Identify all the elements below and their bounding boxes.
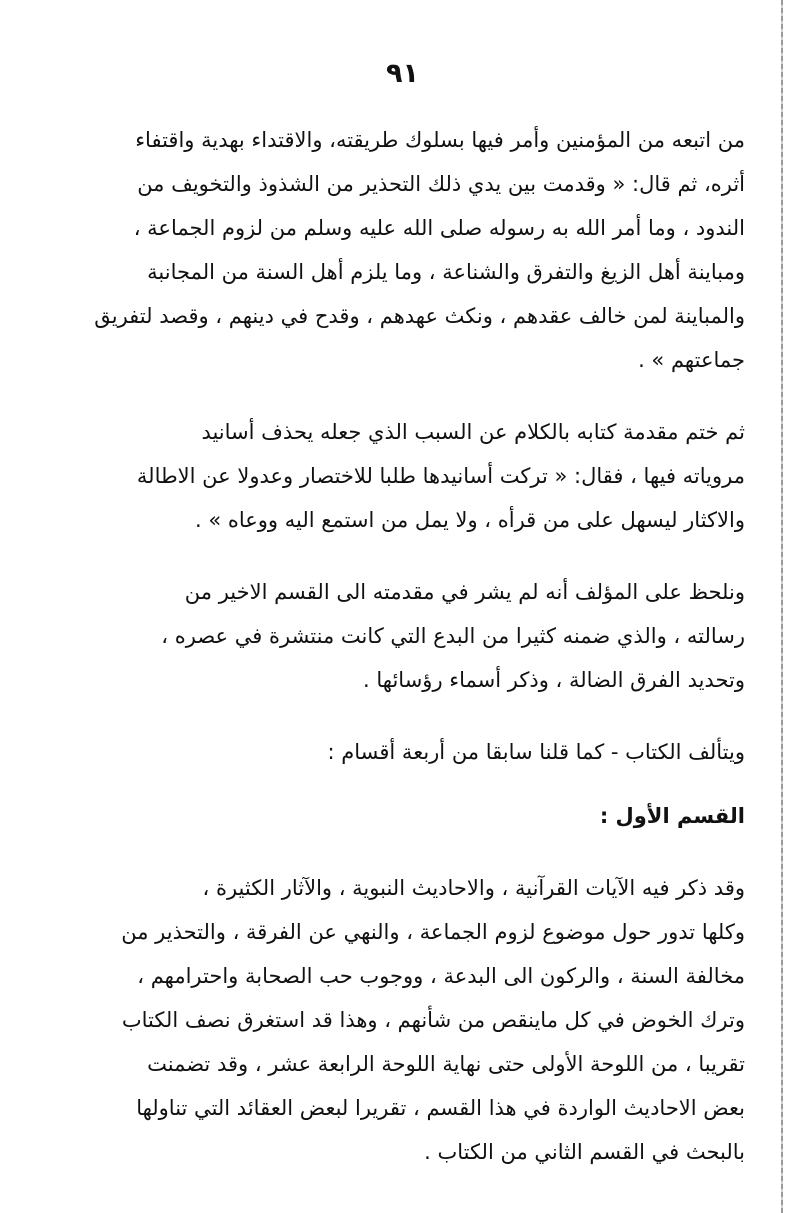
text-line: تقريبا ، من اللوحة الأولى حتى نهاية اللوحة الرابعة عشر ، وقد تضمنت xyxy=(147,1052,745,1076)
paragraph-1 xyxy=(65,118,745,382)
text-line: جماعتهم » . xyxy=(638,348,745,372)
paragraph-gap xyxy=(65,702,745,730)
paragraph-gap xyxy=(65,382,745,410)
paragraph-gap xyxy=(65,774,745,794)
text-line: ويتألف الكتاب - كما قلنا سابقا من أربعة أقسام : xyxy=(327,740,745,764)
text-line: مروياته فيها ، فقال: « تركت أسانيدها طلبا للاختصار وعدولا عن الاطالة xyxy=(136,464,745,488)
text-line: أثره، ثم قال: « وقدمت بين يدي ذلك التحذير من الشذوذ والتخويف من xyxy=(137,172,745,196)
page-edge-line xyxy=(781,0,783,1213)
paragraph-gap xyxy=(65,542,745,570)
text-line: مخالفة السنة ، والركون الى البدعة ، ووجوب حب الصحابة واحترامهم ، xyxy=(137,964,745,988)
text-line: بعض الاحاديث الواردة في هذا القسم ، تقريرا لبعض العقائد التي تناولها xyxy=(136,1096,745,1120)
text-line: ومباينة أهل الزيغ والتفرق والشناعة ، وما يلزم أهل السنة من المجانبة xyxy=(147,260,745,284)
text-line: وقد ذكر فيه الآيات القرآنية ، والاحاديث النبوية ، والآثار الكثيرة ، xyxy=(202,876,745,900)
text-line: وكلها تدور حول موضوع لزوم الجماعة ، والنهي عن الفرقة ، والتحذير من xyxy=(121,920,745,944)
text-line: ونلحظ على المؤلف أنه لم يشر في مقدمته الى القسم الاخير من xyxy=(184,580,745,604)
page-number: ٩١ xyxy=(386,58,419,89)
text-line: الندود ، وما أمر الله به رسوله صلى الله عليه وسلم من لزوم الجماعة ، xyxy=(133,216,745,240)
text-line: والمباينة لمن خالف عقدهم ، ونكث عهدهم ، وقدح في دينهم ، وقصد لتفريق xyxy=(94,304,745,328)
paragraph-3 xyxy=(65,570,745,702)
text-line: والاكثار ليسهل على من قرأه ، ولا يمل من استمع اليه ووعاه » . xyxy=(194,508,745,532)
section-heading: القسم الأول : xyxy=(599,804,745,828)
paragraph-4 xyxy=(65,730,745,774)
text-line: ثم ختم مقدمة كتابه بالكلام عن السبب الذي جعله يحذف أسانيد xyxy=(201,420,745,444)
text-line: رسالته ، والذي ضمنه كثيرا من البدع التي كانت منتشرة في عصره ، xyxy=(161,624,745,648)
text-line: وتحديد الفرق الضالة ، وذكر أسماء رؤسائها . xyxy=(363,668,745,692)
paragraph-gap xyxy=(65,838,745,866)
text-line: وترك الخوض في كل ماينقص من شأنهم ، وهذا قد استغرق نصف الكتاب xyxy=(121,1008,745,1032)
text-line: بالبحث في القسم الثاني من الكتاب . xyxy=(424,1140,745,1164)
text-line: من اتبعه من المؤمنين وأمر فيها بسلوك طريقته، والاقتداء بهدية واقتفاء xyxy=(135,128,745,152)
section-paragraph xyxy=(65,866,745,1174)
page-body xyxy=(65,118,745,1174)
paragraph-2 xyxy=(65,410,745,542)
